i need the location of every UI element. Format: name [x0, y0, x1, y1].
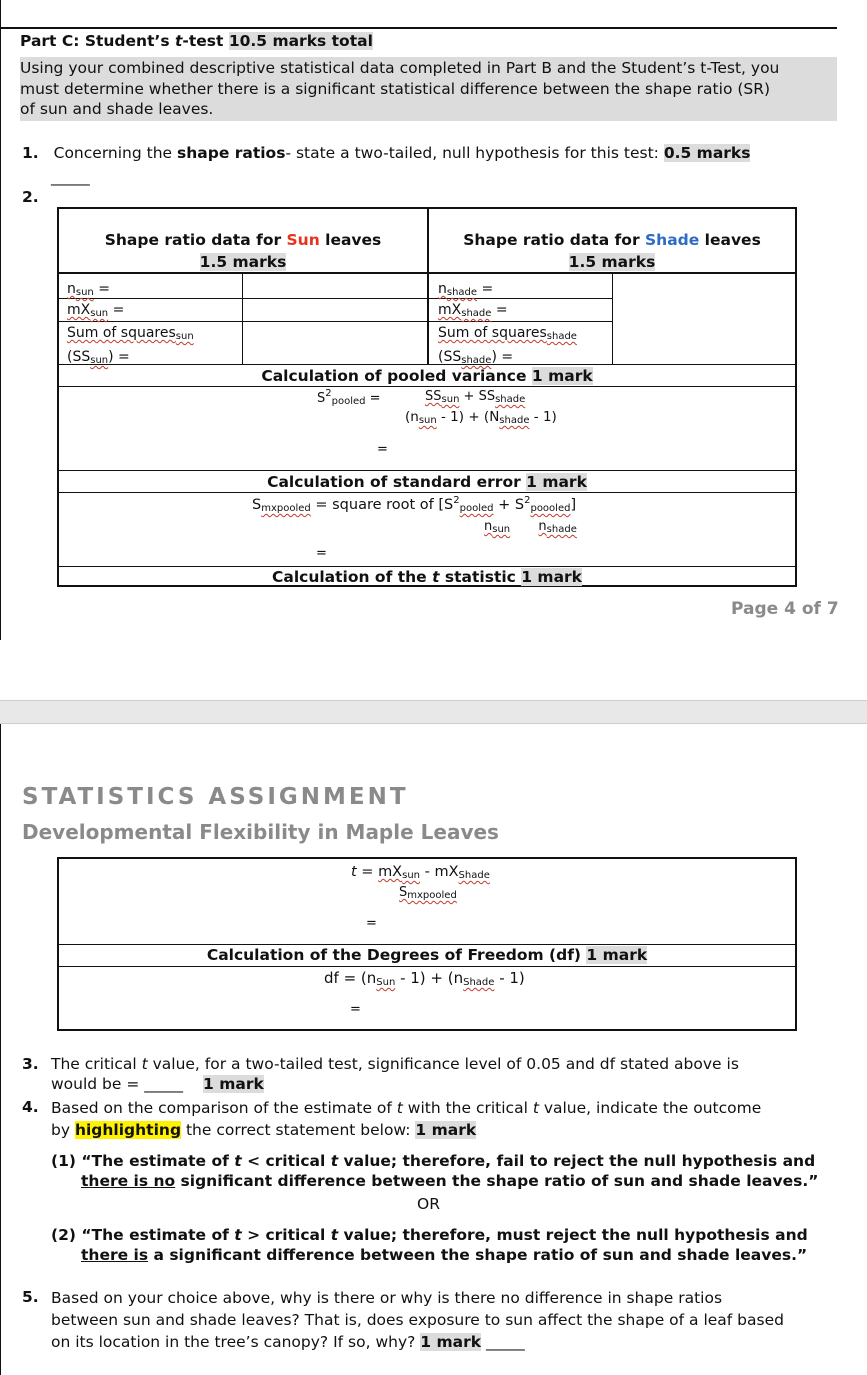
mx-sun-value[interactable]: [243, 299, 427, 321]
question-5: 5.: [22, 1288, 39, 1306]
question-3: 3.: [22, 1055, 39, 1073]
sun-header: Shape ratio data for Sun leaves 1.5 marks: [104, 231, 382, 271]
top-rule: [0, 27, 837, 29]
ss-sun-label: Sum of squares$_{sun}$ $(SS_{sun})$ =: [67, 325, 194, 366]
pooled-variance-title: Calculation of pooled variance 1 mark: [261, 367, 593, 385]
option-2[interactable]: (2) “The estimate of t > critical t value; therefore, must reject the null hypothesis and there is a significant difference between the shape ratio of sun and shade leaves.”: [51, 1226, 808, 1264]
intro-paragraph: Using your combined descriptive statistical data completed in Part B and the Student’s t-Test, you must determine whether there is a significant statistical difference between the shape ratio (SR) of sun and shade leaves.: [20, 57, 837, 121]
marks-badge: 1 mark: [415, 1121, 477, 1139]
standard-error-denominators: $n_{sun}$ $n_{shade}$: [484, 519, 577, 535]
left-margin-rule: [0, 0, 1, 640]
n-sun-value[interactable]: [243, 273, 427, 298]
question-4-text: Based on the comparison of the estimate of t with the critical t value, indicate the outcome by highlighting the correct statement below: 1 mark: [51, 1099, 762, 1139]
question-1: 1. Concerning the shape ratios- state a two-tailed, null hypothesis for this test: 0.5 marks: [22, 144, 751, 162]
question-5-text: Based on your choice above, why is there or why is there no difference in shape ratios between sun and shade leaves? That is, does exposure to sun affect the shape of a leaf based on its location in the tree’s canopy? If so, why? 1 mark _____: [51, 1289, 784, 1351]
part-c-title: Part C: Student’s t-test 10.5 marks total: [20, 32, 373, 50]
t-denominator: $S_{mxpooled}$: [399, 885, 457, 901]
pooled-result[interactable]: =: [377, 442, 388, 457]
answer-blank-5[interactable]: _____: [485, 1333, 525, 1351]
t-test-table-2: [57, 857, 797, 1031]
marks-badge: 1 mark: [526, 473, 587, 491]
n-shade-value[interactable]: [613, 273, 795, 298]
answer-blank-1[interactable]: _____: [51, 168, 90, 186]
mx-shade-value[interactable]: [613, 299, 795, 321]
mx-shade-label: $mX_{shade}$ =: [438, 302, 508, 319]
ss-sun-value[interactable]: [243, 322, 427, 364]
marks-badge: 1.5 marks: [568, 253, 656, 271]
page-break: [0, 700, 867, 724]
t-test-table-1: [57, 207, 797, 587]
marks-badge: 1 mark: [420, 1333, 482, 1351]
marks-badge: 0.5 marks: [663, 144, 751, 162]
marks-badge: 1.5 marks: [199, 253, 287, 271]
ss-shade-label: Sum of squares$_{shade}$ $(SS_{shade})$ =: [438, 325, 577, 366]
pooled-variance-formula: $S^2_{pooled}$ =: [317, 388, 381, 407]
mx-sun-label: $mX_{sun}$ =: [67, 302, 125, 319]
t-statistic-title: Calculation of the t statistic 1 mark: [271, 568, 582, 586]
marks-badge: 1 mark: [521, 568, 582, 586]
pooled-numerator: $SS_{sun} + SS_{shade}$: [425, 389, 526, 405]
question-4: 4.: [22, 1098, 39, 1116]
question-2: 2.: [22, 188, 39, 206]
n-sun-label: $n_{sun}$ =: [67, 281, 110, 298]
marks-badge: 10.5 marks total: [228, 32, 373, 50]
assignment-title: STATISTICS ASSIGNMENT: [22, 784, 409, 810]
marks-badge: 1 mark: [586, 946, 648, 964]
standard-error-result[interactable]: =: [316, 546, 327, 561]
option-1[interactable]: (1) “The estimate of t < critical t value; therefore, fail to reject the null hypothesis and there is no significant difference between the shape ratio of sun and shade leaves.”: [51, 1152, 819, 1190]
df-title: Calculation of the Degrees of Freedom (df) 1 mark: [206, 946, 648, 964]
assignment-subtitle: Developmental Flexibility in Maple Leaves: [22, 820, 499, 844]
t-result[interactable]: =: [366, 916, 377, 931]
pooled-denominator: $(n_{sun} - 1) + (N_{shade} - 1)$: [405, 409, 557, 426]
page-number: Page 4 of 7: [731, 599, 839, 619]
shade-header: Shape ratio data for Shade leaves 1.5 marks: [463, 231, 761, 271]
t-formula: $t = mX_{sun} - mX_{Shade}$: [351, 864, 490, 881]
df-result[interactable]: =: [350, 1002, 361, 1017]
df-formula: df = $(n_{Sun} - 1) + (n_{Shade} - 1)$: [324, 969, 525, 988]
standard-error-title: Calculation of standard error 1 mark: [267, 473, 587, 491]
question-3-text: The critical t value, for a two-tailed test, significance level of 0.05 and df stated above is would be = _____ 1 mark: [51, 1055, 739, 1093]
critical-t-answer[interactable]: would be = _____: [51, 1075, 184, 1093]
highlight-word: highlighting: [74, 1121, 182, 1139]
left-margin-rule: [0, 724, 1, 1375]
n-shade-label: $n_{shade}$ =: [438, 281, 494, 298]
or-separator: OR: [417, 1195, 440, 1213]
marks-badge: 1 mark: [531, 367, 593, 385]
standard-error-formula: $S_{mxpooled}$ = square root of $[S^2_{pooled} + S^2_{poooled}]$: [252, 495, 577, 514]
marks-badge: 1 mark: [203, 1075, 264, 1093]
